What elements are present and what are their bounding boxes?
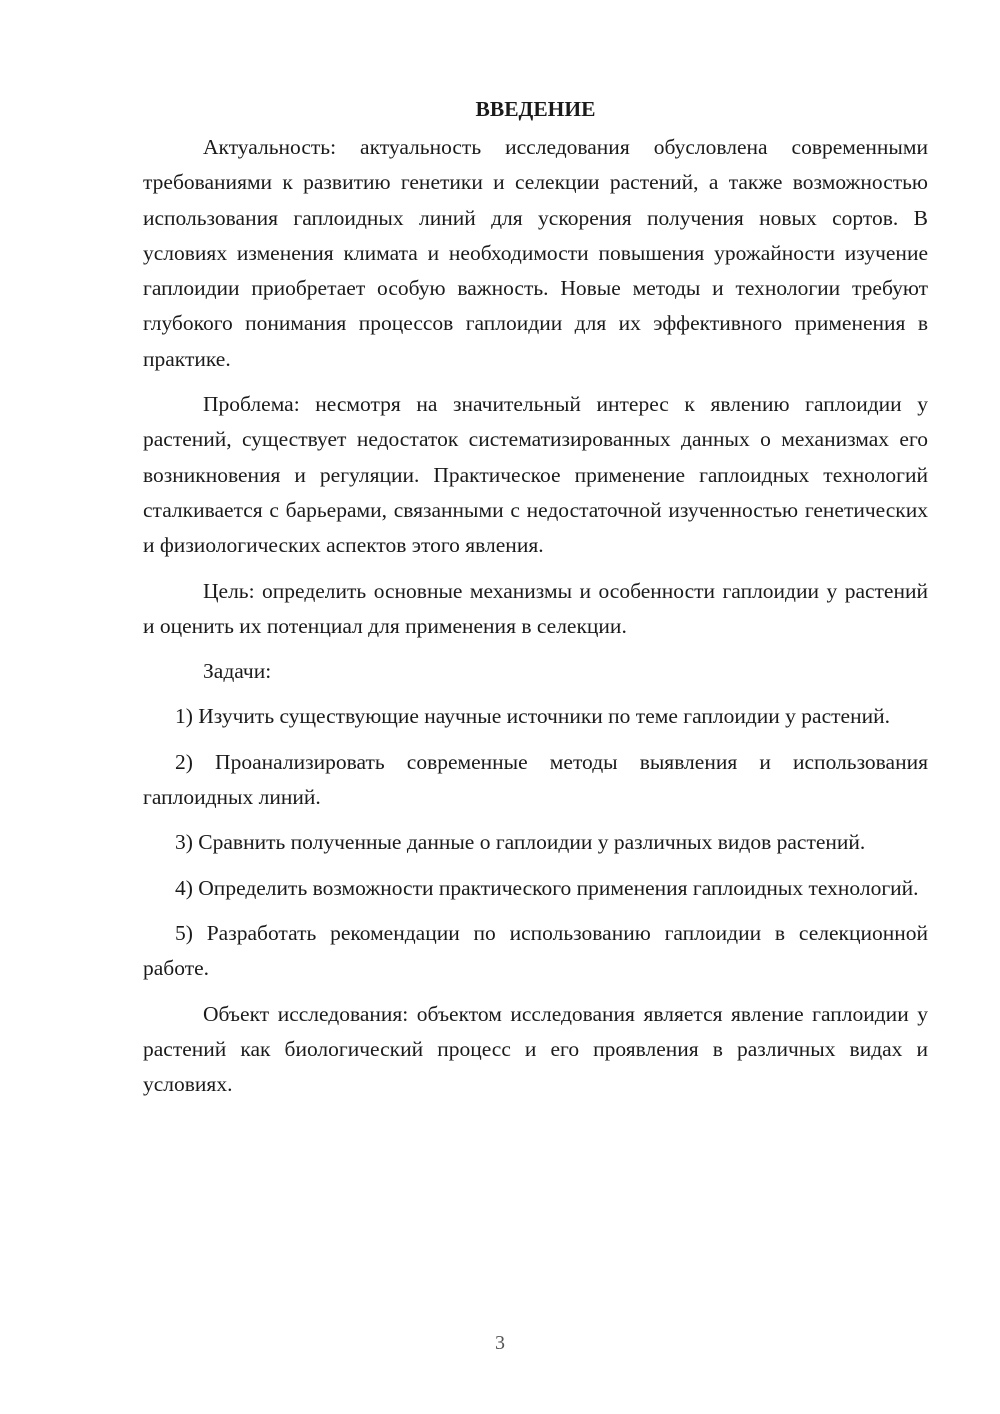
task-item: 1) Изучить существующие научные источники по теме гаплоидии у растений. [175,704,890,729]
paragraph-object: Объект исследования: объектом исследования является явление гаплоидии у растений как биологический процесс и его проявления в различных видах и условиях. [143,1001,928,1097]
paragraph-tasks-heading: Задачи: [203,659,272,684]
task-item: 3) Сравнить полученные данные о гаплоидии у различных видов растений. [175,830,866,855]
paragraph-goal: Цель: определить основные механизмы и особенности гаплоидии у растений и оценить их потенциал для применения в селекции. [143,578,928,638]
section-title: ВВЕДЕНИЕ [475,97,596,121]
task-item: 5) Разработать рекомендации по использованию гаплоидии в селекционной работе. [143,920,928,981]
paragraph-problem: Проблема: несмотря на значительный интерес к явлению гаплоидии у растений, существует недостаток систематизированных данных о механизмах его возникновения и регуляции. Практическое применение гаплоидных технологий сталкивается с барьерами, связанными с недостаточной изученностью генетических и физиологических аспектов этого явления. [143,392,928,558]
page-number: 3 [495,1332,505,1354]
task-item: 4) Определить возможности практического применения гаплоидных технологий. [175,875,919,900]
document-page [143,92,928,1102]
paragraph-relevance: Актуальность: актуальность исследования обусловлена современными требованиями к развитию генетики и селекции растений, а также возможностью использования гаплоидных линий для ускорения получения новых сортов. В условиях изменения климата и необходимости повышения урожайности изучение гаплоидии приобретает особую важность. Новые методы и технологии требуют глубокого понимания процессов гаплоидии для их эффективного применения в практике. [143,135,928,371]
task-item: 2) Проанализировать современные методы выявления и использования гаплоидных линий. [143,749,928,810]
